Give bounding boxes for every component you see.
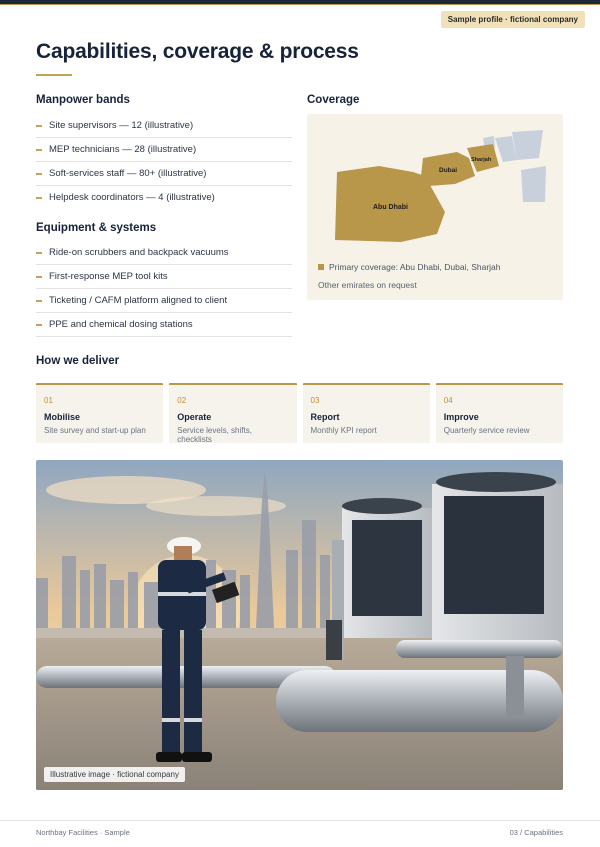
coverage-panel xyxy=(307,114,563,300)
step-description: Quarterly service review xyxy=(443,426,530,435)
dash-bullet xyxy=(36,149,42,151)
list-item: Site supervisors — 12 (illustrative) xyxy=(36,114,292,138)
photo-caption: Illustrative image · fictional company xyxy=(44,767,185,782)
legend-label: Primary coverage: Abu Dhabi, Dubai, Sharjah xyxy=(329,262,501,272)
equipment-heading: Equipment & systems xyxy=(36,222,157,234)
process-step-improve xyxy=(436,383,563,443)
map-label-abu-dhabi: Abu Dhabi xyxy=(373,204,408,211)
step-number: 04 xyxy=(443,396,453,405)
coverage-map xyxy=(307,114,563,254)
list-item: PPE and chemical dosing stations xyxy=(36,313,292,337)
step-number: 01 xyxy=(44,396,53,405)
equipment-list xyxy=(36,241,292,337)
step-name: Improve xyxy=(443,412,479,422)
map-region-other xyxy=(521,166,546,202)
map-region-other xyxy=(512,130,543,160)
top-bar-accent xyxy=(0,4,600,5)
list-item: First-response MEP tool kits xyxy=(36,265,292,289)
step-description: Site survey and start-up plan xyxy=(44,426,146,435)
process-step-report xyxy=(303,383,430,443)
title-underline xyxy=(36,74,72,76)
process-step-mobilise xyxy=(36,383,163,443)
dash-bullet xyxy=(36,173,42,175)
valve xyxy=(326,620,342,660)
process-heading: How we deliver xyxy=(36,355,120,367)
dash-bullet xyxy=(36,300,42,302)
coverage-heading: Coverage xyxy=(307,94,360,106)
step-number: 03 xyxy=(310,396,320,405)
step-description: Monthly KPI report xyxy=(310,426,377,435)
step-name: Operate xyxy=(177,412,212,422)
legend-swatch xyxy=(318,264,324,270)
process-step-operate xyxy=(169,383,296,443)
process-steps xyxy=(36,383,563,443)
valve xyxy=(506,656,524,716)
footer-divider xyxy=(0,820,600,821)
chiller-fan xyxy=(342,498,422,514)
dash-bullet xyxy=(36,252,42,254)
coverage-note: Other emirates on request xyxy=(318,280,417,290)
coverage-legend xyxy=(318,262,501,272)
manpower-heading: Manpower bands xyxy=(36,94,130,106)
chiller-fan xyxy=(436,472,556,492)
step-name: Report xyxy=(310,412,340,422)
list-item: Soft-services staff — 80+ (illustrative) xyxy=(36,162,292,186)
list-item: Ride-on scrubbers and backpack vacuums xyxy=(36,241,292,265)
step-name: Mobilise xyxy=(44,412,81,422)
chiller-fan-grill xyxy=(352,520,422,616)
step-description: Service levels, shifts, checklists xyxy=(177,426,252,444)
dash-bullet xyxy=(36,276,42,278)
dash-bullet xyxy=(36,197,42,199)
footer-page-number: 03 / Capabilities xyxy=(509,828,563,837)
page-title: Capabilities, coverage & process xyxy=(36,40,359,63)
list-item: MEP technicians — 28 (illustrative) xyxy=(36,138,292,162)
chiller-fan-grill xyxy=(444,496,544,614)
list-item: Helpdesk coordinators — 4 (illustrative) xyxy=(36,186,292,210)
dash-bullet xyxy=(36,324,42,326)
pipe xyxy=(396,640,563,658)
footer-company: Northbay Facilities · Sample xyxy=(36,828,130,837)
rooftop-photo xyxy=(36,460,563,790)
map-label-dubai: Dubai xyxy=(439,167,458,174)
manpower-list xyxy=(36,114,292,210)
step-number: 02 xyxy=(177,396,187,405)
dash-bullet xyxy=(36,125,42,127)
map-label-sharjah: Sharjah xyxy=(471,157,492,163)
photo-illustration xyxy=(36,460,563,790)
list-item: Ticketing / CAFM platform aligned to client xyxy=(36,289,292,313)
sample-badge: Sample profile · fictional company xyxy=(441,11,585,28)
